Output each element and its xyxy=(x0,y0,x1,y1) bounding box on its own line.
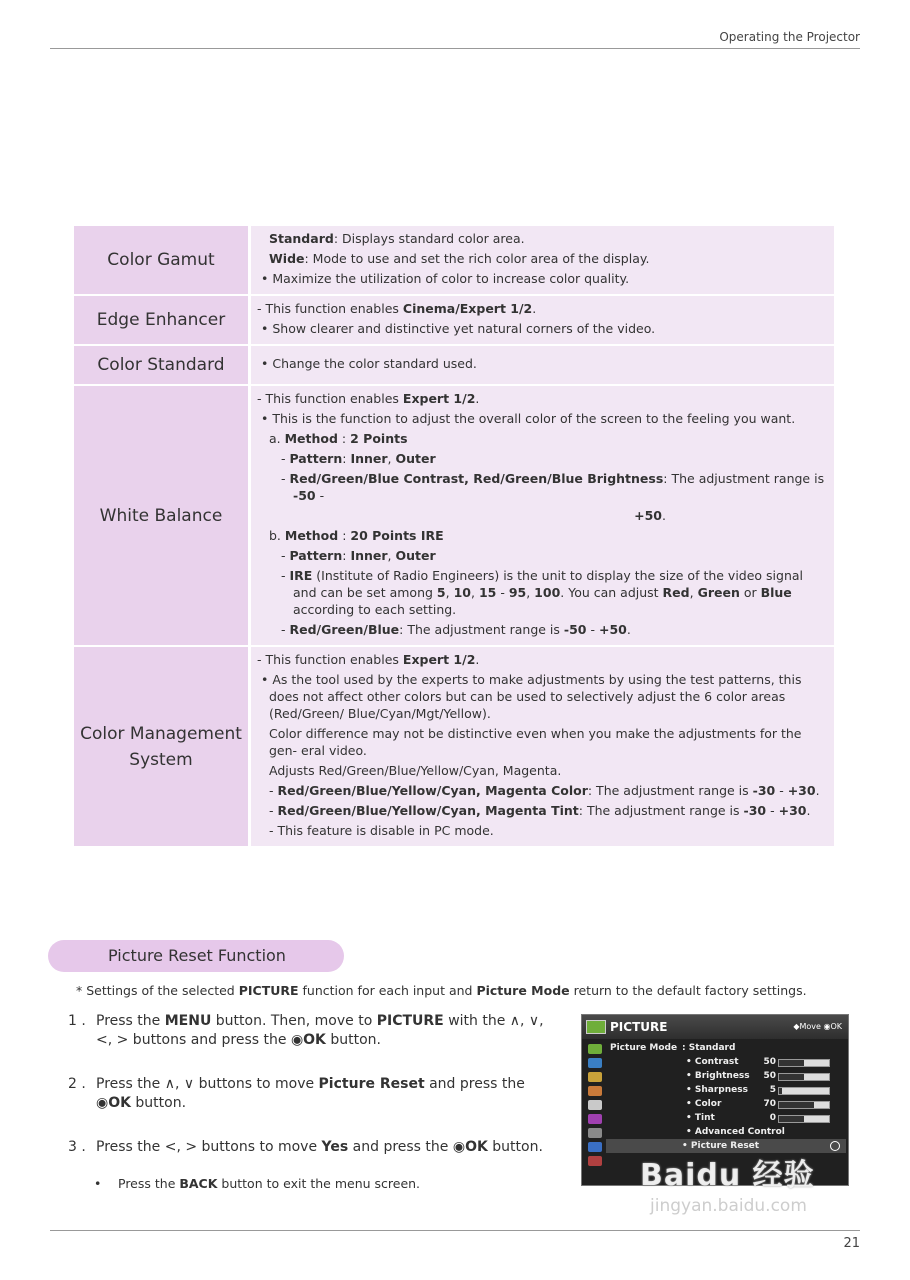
footer-rule xyxy=(50,1230,860,1231)
section-heading-pill: Picture Reset Function xyxy=(48,940,344,972)
description-line: • Maximize the utilization of color to increase color quality. xyxy=(261,271,630,286)
description-line: • Change the color standard used. xyxy=(261,356,477,371)
description-line: - Red/Green/Blue Contrast, Red/Green/Blue Brightness: The adjustment range is -50 - xyxy=(281,471,825,503)
setting-description xyxy=(248,346,834,384)
osd-body xyxy=(610,1041,846,1153)
description-line: - Pattern: Inner, Outer xyxy=(281,451,436,466)
description-line: - This function enables Expert 1/2. xyxy=(257,652,480,667)
osd-setting-row: • Color 70 xyxy=(610,1097,846,1111)
level-bar xyxy=(778,1101,830,1109)
description-line: - Red/Green/Blue/Yellow/Cyan, Magenta Color: The adjustment range is -30 - +30. xyxy=(269,783,820,798)
watermark-logo: Baidu 经验 xyxy=(640,1158,815,1193)
page-number: 21 xyxy=(843,1236,860,1251)
back-tip: • Press the BACK button to exit the menu screen. xyxy=(94,1176,421,1191)
menu-category-icon xyxy=(588,1100,602,1110)
table-row xyxy=(74,346,834,384)
osd-hint: ◆Move ◉OK xyxy=(793,1022,842,1031)
menu-category-icon xyxy=(588,1142,602,1152)
description-line: +50. xyxy=(634,508,666,523)
description-line: - This function enables Cinema/Expert 1/2. xyxy=(257,301,537,316)
description-line: - Pattern: Inner, Outer xyxy=(281,548,436,563)
section-title: Operating the Projector xyxy=(719,30,860,44)
menu-category-icon xyxy=(588,1114,602,1124)
level-bar xyxy=(778,1115,830,1123)
description-line: - IRE (Institute of Radio Engineers) is the unit to display the size of the video signal and can be set among 5, 10, 15 - 95, 100. You can adjust Red, Green or Blue according to each setting. xyxy=(281,568,804,617)
setting-name: Color Gamut xyxy=(74,226,248,294)
osd-mode-row: Picture Mode : Standard xyxy=(610,1043,736,1053)
osd-setting-row: • Tint 0 xyxy=(610,1111,846,1125)
setting-description xyxy=(248,296,834,344)
level-bar xyxy=(778,1087,830,1095)
level-bar xyxy=(778,1073,830,1081)
menu-category-icon xyxy=(588,1086,602,1096)
setting-description xyxy=(248,386,834,645)
osd-setting-row: • Brightness 50 xyxy=(610,1069,846,1083)
setting-name: Color Standard xyxy=(74,346,248,384)
osd-title: PICTURE xyxy=(610,1020,668,1034)
setting-name: White Balance xyxy=(74,386,248,645)
setting-description xyxy=(248,226,834,294)
menu-category-icon xyxy=(588,1156,602,1166)
step-list xyxy=(68,1012,558,1182)
step-item: 3 . Press the <, > buttons to move Yes and press the ◉OK button. xyxy=(68,1139,543,1155)
watermark-url: jingyan.baidu.com xyxy=(650,1196,807,1216)
osd-picture-reset-row: • Picture Reset xyxy=(606,1139,846,1153)
tv-icon xyxy=(586,1020,606,1034)
table-row xyxy=(74,647,834,846)
description-line: Wide: Mode to use and set the rich color area of the display. xyxy=(269,251,650,266)
osd-advanced-row: • Advanced Control xyxy=(686,1127,785,1137)
settings-table xyxy=(74,224,834,848)
osd-setting-row: • Contrast 50 xyxy=(610,1055,846,1069)
setting-description xyxy=(248,647,834,846)
menu-category-icon xyxy=(588,1072,602,1082)
setting-name: Edge Enhancer xyxy=(74,296,248,344)
description-line: Standard: Displays standard color area. xyxy=(269,231,525,246)
reset-note: * Settings of the selected PICTURE function for each input and Picture Mode return to the default factory settings. xyxy=(76,983,807,998)
osd-side-icons xyxy=(586,1041,606,1170)
osd-setting-row: • Sharpness 5 xyxy=(610,1083,846,1097)
menu-category-icon xyxy=(588,1058,602,1068)
description-line: a. Method : 2 Points xyxy=(269,431,408,446)
setting-name: Color Management System xyxy=(74,647,248,846)
description-line: - Red/Green/Blue/Yellow/Cyan, Magenta Tint: The adjustment range is -30 - +30. xyxy=(269,803,811,818)
description-line: • This is the function to adjust the overall color of the screen to the feeling you want. xyxy=(261,411,796,426)
table-row xyxy=(74,296,834,344)
table-row xyxy=(74,386,834,645)
description-line: - This function enables Expert 1/2. xyxy=(257,391,480,406)
step-item: 1 . Press the MENU button. Then, move to PICTURE with the ∧, ∨, <, > buttons and press the ◉OK button. xyxy=(68,1013,544,1048)
osd-title-bar xyxy=(582,1015,848,1039)
running-header xyxy=(50,30,860,49)
menu-category-icon xyxy=(588,1044,602,1054)
description-line: Color difference may not be distinctive even when you make the adjustments for the gen- eral video. xyxy=(269,726,802,758)
description-line: - This feature is disable in PC mode. xyxy=(269,823,494,838)
ok-icon xyxy=(830,1141,840,1151)
description-line: - Red/Green/Blue: The adjustment range is -50 - +50. xyxy=(281,622,631,637)
step-item: 2 . Press the ∧, ∨ buttons to move Picture Reset and press the ◉OK button. xyxy=(68,1076,525,1111)
description-line: b. Method : 20 Points IRE xyxy=(269,528,444,543)
table-row xyxy=(74,226,834,294)
description-line: Adjusts Red/Green/Blue/Yellow/Cyan, Magenta. xyxy=(269,763,562,778)
description-line: • As the tool used by the experts to make adjustments by using the test patterns, this does not affect other colors but can be used to selectively adjust the 6 color areas (Red/Green/ Blue/Cyan/Mgt/Yellow). xyxy=(261,672,802,721)
level-bar xyxy=(778,1059,830,1067)
description-line: • Show clearer and distinctive yet natural corners of the video. xyxy=(261,321,656,336)
menu-category-icon xyxy=(588,1128,602,1138)
